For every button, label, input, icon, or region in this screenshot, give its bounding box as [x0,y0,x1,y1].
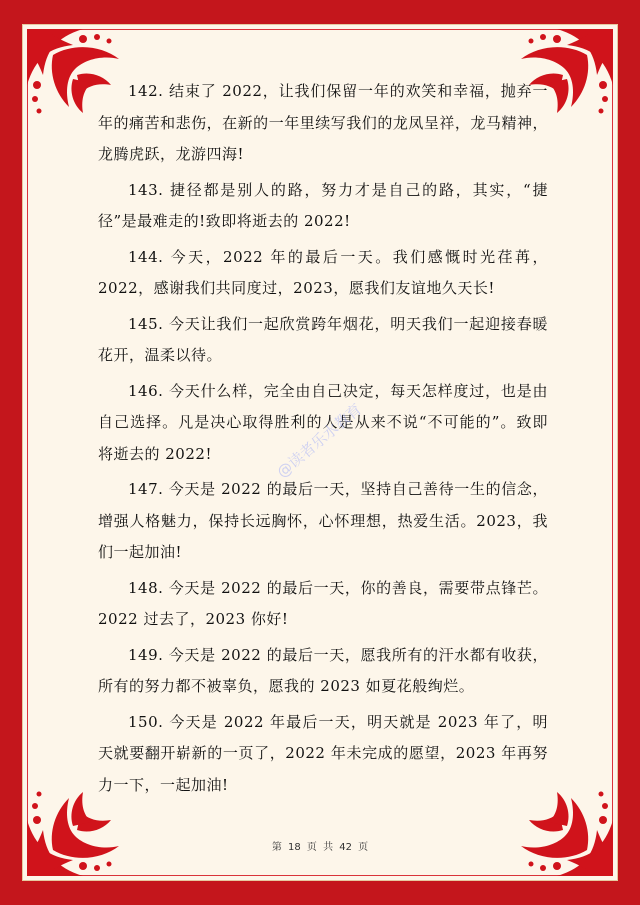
watermark: @读者乐水教育 [273,400,366,482]
paragraph-150: 150. 今天是 2022 年最后一天，明天就是 2023 年了，明天就要翻开崭新的一页了，2022 年未完成的愿望，2023 年再努力一下，一起加油! [98,712,548,794]
paragraph-148: 148. 今天是 2022 的最后一天，你的善良，需要带点锋芒。2022 过去了，2023 你好! [98,578,548,628]
paragraph-147: 147. 今天是 2022 的最后一天，坚持自己善待一生的信念，增强人格魅力，保持长远胸怀，心怀理想，热爱生活。2023，我们一起加油! [98,480,548,561]
paragraph-144: 144. 今天，2022 年的最后一天。我们感慨时光荏苒，2022，感谢我们共同度过，2023，愿我们友谊地久天长! [98,247,548,297]
paragraph-142: 142. 结束了 2022，让我们保留一年的欢笑和幸福，抛弃一年的痛苦和悲伤，在新的一年里续写我们的龙凤呈祥，龙马精神，龙腾虎跃，龙游四海! [98,82,548,163]
paragraph-149: 149. 今天是 2022 的最后一天，愿我所有的汗水都有收获，所有的努力都不被辜负，愿我的 2023 如夏花般绚烂。 [98,645,548,695]
paragraph-146: 146. 今天什么样，完全由自己决定，每天怎样度过，也是由自己选择。凡是决心取得胜利的人是从来不说“不可能的”。致即将逝去的 2022! [98,381,548,463]
page-number: 第 18 页 共 42 页 [271,842,369,853]
paragraph-145: 145. 今天让我们一起欣赏跨年烟花，明天我们一起迎接春暖花开，温柔以待。 [98,314,548,364]
paragraph-143: 143. 捷径都是别人的路，努力才是自己的路，其实，“捷径”是最难走的!致即将逝去的 2022! [98,180,548,230]
